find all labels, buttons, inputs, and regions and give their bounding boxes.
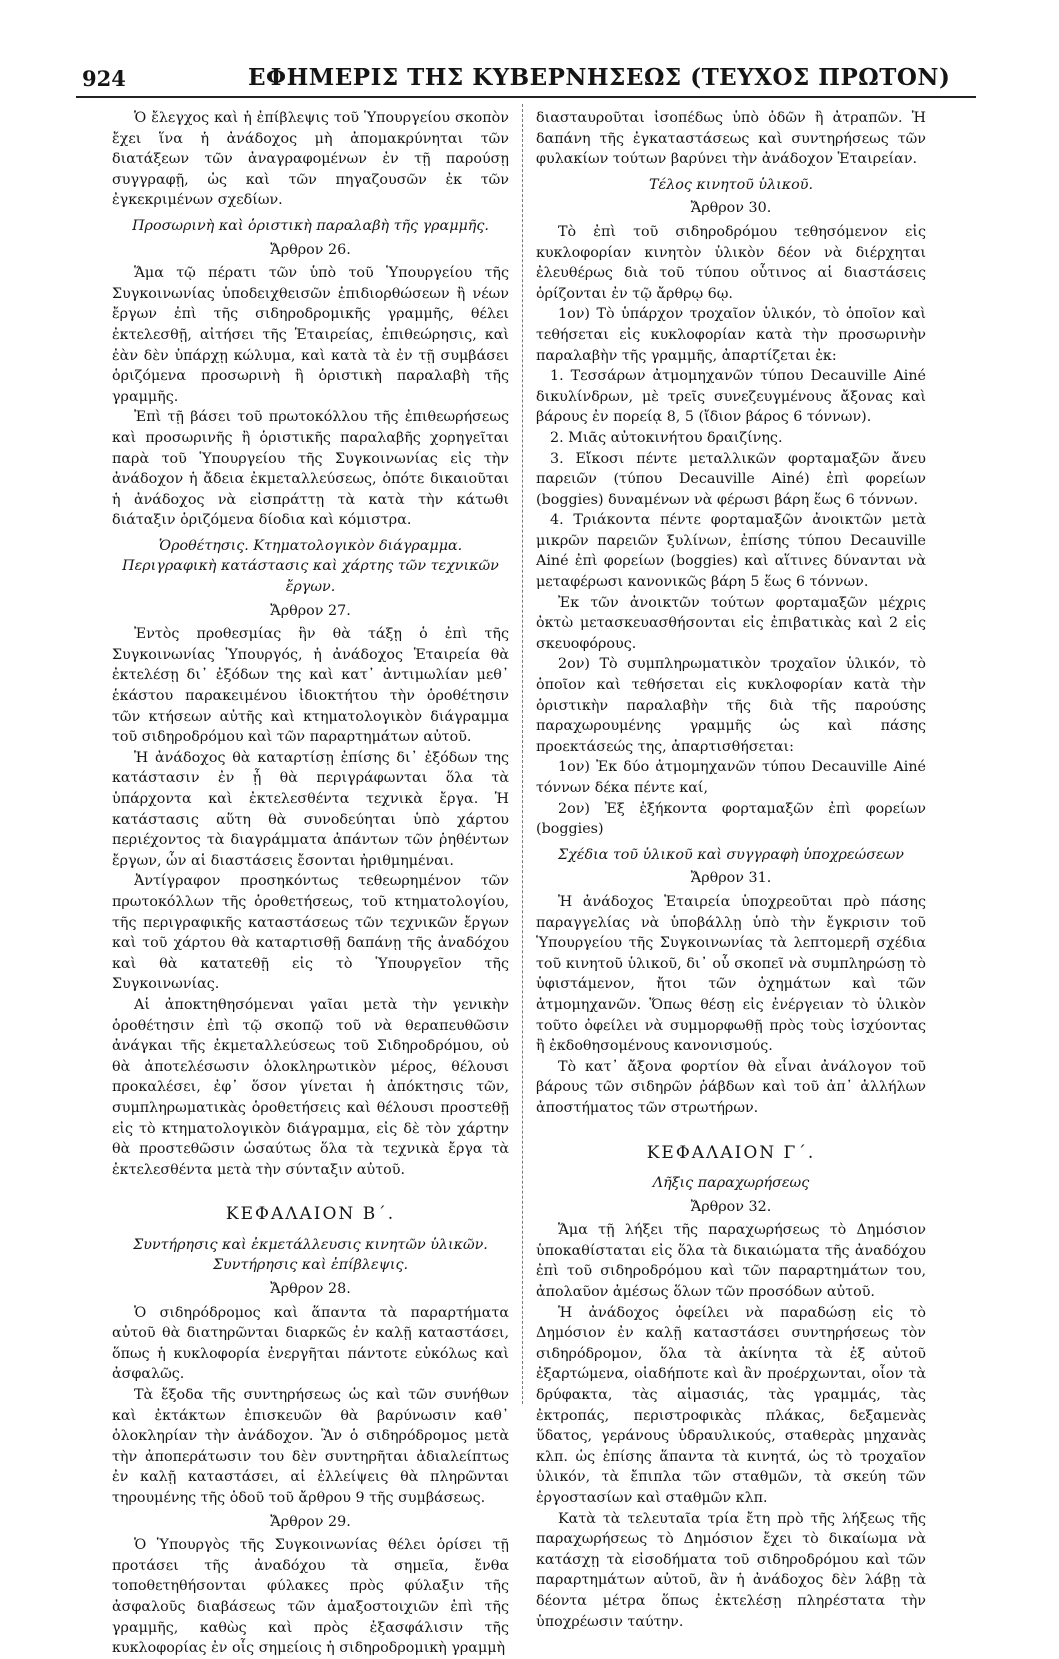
paragraph: Αἱ ἀποκτηθησόμεναι γαῖαι μετὰ τὴν γενικὴν ὁροθέτησιν ἐπὶ τῷ σκοπῷ τοῦ νὰ θεραπευθῶσιν ἀνάγκαι τῆς ἐκμεταλλεύσεως τοῦ Σιδηροδρόμου, οὐ θὰ ἀποτελέσωσιν ὁλοκληρωτικὸν μέρος, θέλουσι προκαλέσει, ἐφ᾽ ὅσον γίνεται ἡ ἀπόκτησις τῶν, συμπληρωματικὰς ὁροθετήσεις καὶ θέλουσι προστεθῇ εἰς τὸ κτηματολογικὸν διάγραμμα, εἰς δὲ τὸν χάρτην θὰ προστεθῶσιν ὡσαύτως ὅλα τὰ τεχνικὰ ἔργα τὰ ἐκτελεσθέντα μετὰ τὴν σύνταξιν αὐτοῦ. [112, 996, 509, 1178]
section-title: Ὁροθέτησις. Κτηματολογικὸν διάγραμμα. Περιγραφικὴ κατάστασις καὶ χάρτης τῶν τεχνικῶν ἔργων. [122, 537, 499, 596]
paragraph: 1ον) Τὸ ὑπάρχον τροχαῖον ὑλικόν, τὸ ὁποῖον καὶ τεθήσεται εἰς κυκλοφορίαν κατὰ τὴν προσωρινὴν παραλαβὴν τῆς γραμμῆς, ἀπαρτίζεται ἐκ: [536, 306, 926, 364]
paragraph: Ἡ ἀνάδοχος ὀφείλει νὰ παραδώσῃ εἰς τὸ Δημόσιον ἐν καλῇ καταστάσει συντηρήσεως τὸν σιδηρόδρομον, ὅλα τὰ ἀκίνητα τὰ ἐξ αὐτοῦ ἐξαρτώμενα, οἱαδήποτε καὶ ἂν προέρχωνται, οἷον τὰ δρύφακτα, τὰς αἱμασιάς, τὰς γραμμάς, τὰς ἐκτροπάς, περιστροφικὰς πλάκας, δεξαμενὰς ὕδατος, γεράνους ὑδραυλικούς, σταθερὰς μηχανὰς κλπ. ὡς ἐπίσης ἅπαντα τὰ κινητά, ὡς τὸ τροχαῖον ὑλικόν, τὰ ἔπιπλα τῶν σταθμῶν, τὰ σκεύη τῶν ἐργοστασίων καὶ σταθμῶν κλπ. [536, 1304, 926, 1506]
paragraph: Ἅμα τῷ πέρατι τῶν ὑπὸ τοῦ Ὑπουργείου τῆς Συγκοινωνίας ὑποδειχθεισῶν ἐπιδιορθώσεων ἢ νέων ἔργων ἐπὶ τῆς σιδηροδρομικῆς γραμμῆς, θέλει ἐκτελεσθῇ, αἰτήσει τῆς Ἑταιρείας, ἐπιθεώρησις, καὶ ἐὰν δὲν ὑπάρχῃ κώλυμα, καὶ κατὰ τὰ ἐν τῇ συμβάσει ὁριζόμενα προσωρινὴ ἢ ὁριστικὴ παραλαβὴ τῆς γραμμῆς. [112, 265, 509, 405]
article-heading: Ἄρθρον 29. [270, 1513, 351, 1530]
right-column [536, 108, 926, 1632]
paragraph: Κατὰ τὰ τελευταῖα τρία ἔτη πρὸ τῆς λήξεως τῆς παραχωρήσεως τὸ Δημόσιον ἔχει τὸ δικαίωμα νὰ κατάσχῃ τὰ εἰσοδήματα τοῦ σιδηροδρόμου καὶ τῶν παραρτημάτων αὐτοῦ, ἂν ἡ ἀνάδοχος δὲν λάβῃ τὰ δέοντα μέτρα ὅπως ἐκτελέσῃ πληρέστατα τὴν ὑποχρέωσιν ταύτην. [536, 1510, 926, 1630]
section-title: Συντήρησις καὶ ἐκμετάλλευσις κινητῶν ὑλικῶν. Συντήρησις καὶ ἐπίβλεψις. [133, 1236, 488, 1274]
paragraph: Ἡ ἀνάδοχος θὰ καταρτίσῃ ἐπίσης δι᾽ ἐξόδων της κατάστασιν ἐν ᾗ θὰ περιγράφωνται ὅλα τὰ ὑπάρχοντα καὶ ἐκτελεσθέντα τεχνικὰ ἔργα. Ἡ κατάστασις αὕτη θὰ συνοδεύηται ὑπὸ χάρτου περιέχοντος τὰ διαγράμματα ἁπάντων τῶν ῥηθέντων ἔργων, ὧν αἱ διαστάσεις ἔσονται ἠριθμημέναι. [112, 749, 509, 869]
paragraph: Ἐπὶ τῇ βάσει τοῦ πρωτοκόλλου τῆς ἐπιθεωρήσεως καὶ προσωρινῆς ἢ ὁριστικῆς παραλαβῆς χορηγεῖται παρὰ τοῦ Ὑπουργείου τῆς Συγκοινωνίας εἰς τὴν ἀνάδοχον ἡ ἄδεια ἐκμεταλλεύσεως, ὁπότε δικαιοῦται ἡ ἀνάδοχος νὰ εἰσπράττῃ τὰ κατὰ τὴν κάτωθι διάταξιν ὁριζόμενα δίοδια καὶ κόμιστρα. [112, 409, 509, 529]
chapter-heading: ΚΕΦΑΛΑΙΟΝ Γ΄. [646, 1142, 816, 1163]
paragraph: Τὸ κατ᾽ ἄξονα φορτίον θὰ εἶναι ἀνάλογον τοῦ βάρους τῶν σιδηρῶν ῥάβδων καὶ τοῦ ἀπ᾽ ἀλλήλων ἀποστήματος τῶν στρωτήρων. [536, 1058, 926, 1116]
header-rule [76, 96, 976, 98]
paragraph: 2ον) Τὸ συμπληρωματικὸν τροχαῖον ὑλικόν, τὸ ὁποῖον καὶ τεθήσεται εἰς κυκλοφορίαν κατὰ τὴν ὁριστικὴν παραλαβὴν τῆς διὰ τῆς παρούσης παραχωρουμένης γραμμῆς ὡς καὶ πάσης προεκτάσεώς της, ἀπαρτισθήσεται: [536, 656, 926, 755]
article-heading: Ἄρθρον 27. [270, 602, 351, 619]
paragraph: Ὁ Ὑπουργὸς τῆς Συγκοινωνίας θέλει ὁρίσει τῇ προτάσει τῆς ἀναδόχου τὰ σημεῖα, ἔνθα τοποθετηθήσονται φύλακες πρὸς φύλαξιν τῆς ἀσφαλοῦς διαβάσεως τῶν ἁμαξοστοιχιῶν ἐπὶ τῆς γραμμῆς, καθὼς καὶ πρὸς ἐξασφάλισιν τῆς κυκλοφορίας ἐν οἷς σημείοις ἡ σιδηροδρομικὴ γραμμὴ [112, 1537, 509, 1657]
article-heading: Ἄρθρον 30. [690, 200, 772, 217]
paragraph: Τὰ ἔξοδα τῆς συντηρήσεως ὡς καὶ τῶν συνήθων καὶ ἐκτάκτων ἐπισκευῶν θὰ βαρύνωσιν καθ᾽ ὁλοκληρίαν τὴν ἀνάδοχον. Ἂν ὁ σιδηρόδρομος μετὰ τὴν ἀποπεράτωσιν του δὲν συντηρῆται ἀδιαλείπτως ἐν καλῇ καταστάσει, αἱ ἐλλείψεις θὰ πληρῶνται τηρουμένης τῆς ὁδοῦ τοῦ ἄρθρου 9 τῆς συμβάσεως. [112, 1387, 509, 1506]
paragraph: Ὁ ἔλεγχος καὶ ἡ ἐπίβλεψις τοῦ Ὑπουργείου σκοπὸν ἔχει ἵνα ἡ ἀνάδοχος μὴ ἀπομακρύνηται τῶν διατάξεων τῶν ἀναγραφομένων ἐν τῇ παρούσῃ συγγραφῇ, ὡς καὶ τῶν πηγαζουσῶν ἐκ τῶν ἐγκεκριμένων σχεδίων. [112, 110, 509, 209]
list-item: 4. Τριάκοντα πέντε φορταμαξῶν ἀνοικτῶν μετὰ μικρῶν παρειῶν ξυλίνων, ἐπίσης τύπου Decauville Ainé ἐπὶ φορείων (boggies) καὶ αἵτινες δύνανται νὰ μεταφέρωσι κανονικῶς βάρη 5 ἕως 6 τόννων. [536, 512, 926, 591]
paragraph: Ἐκ τῶν ἀνοικτῶν τούτων φορταμαξῶν μέχρις ὀκτὼ μετασκευασθήσονται εἰς ἐπιβατικὰς καὶ 2 εἰς σκευοφόρους. [536, 594, 926, 652]
page-header [0, 58, 1059, 98]
paragraph: Ἅμα τῇ λήξει τῆς παραχωρήσεως τὸ Δημόσιον ὑποκαθίσταται εἰς ὅλα τὰ δικαιώματα τῆς ἀναδόχου ἐπὶ τοῦ σιδηροδρόμου καὶ τῶν παραρτημάτων του, ἀπολαῦον ἀμέσως ὅλων τῶν προσόδων αὐτοῦ. [536, 1222, 926, 1301]
paragraph: Ἀντίγραφον προσηκόντως τεθεωρημένον τῶν πρωτοκόλλων τῆς ὁροθετήσεως, τοῦ κτηματολογίου, τῆς περιγραφικῆς καταστάσεως τῶν τεχνικῶν ἔργων καὶ τοῦ χάρτου θὰ καταρτισθῇ δαπάνῃ τῆς ἀναδόχου καὶ θὰ κατατεθῇ εἰς τὸ Ὑπουργεῖον τῆς Συγκοινωνίας. [112, 873, 509, 993]
paragraph: Ὁ σιδηρόδρομος καὶ ἅπαντα τὰ παραρτήματα αὐτοῦ θὰ διατηρῶνται διαρκῶς ἐν καλῇ καταστάσει, ὅπως ἡ κυκλοφορία ἐνεργῆται πάντοτε εὐκόλως καὶ ἀσφαλῶς. [112, 1304, 509, 1383]
paragraph: διασταυροῦται ἰσοπέδως ὑπὸ ὁδῶν ἢ ἀτραπῶν. Ἡ δαπάνη τῆς ἐγκαταστάσεως καὶ συντηρήσεως τῶν φυλακίων τούτων βαρύνει τὴν ἀνάδοχον Ἑταιρείαν. [536, 110, 926, 168]
page-number: 924 [82, 66, 126, 91]
article-heading: Ἄρθρον 28. [270, 1281, 351, 1298]
section-title: Προσωρινὴ καὶ ὁριστικὴ παραλαβὴ τῆς γραμμῆς. [132, 217, 489, 234]
paragraph: Τὸ ἐπὶ τοῦ σιδηροδρόμου τεθησόμενον εἰς κυκλοφορίαν κινητὸν ὑλικὸν δέον νὰ διέρχηται ἐλευθέρως διὰ τοῦ τύπου οὗτινος αἱ διαστάσεις ὁρίζονται ἐν τῷ ἄρθρῳ 6ῳ. [536, 223, 926, 302]
article-heading: Ἄρθρον 31. [690, 870, 772, 887]
list-item: 1. Τεσσάρων ἀτμομηχανῶν τύπου Decauville Ainé δικυλίνδρων, μὲ τρεῖς συνεζευγμένους ἄξονας καὶ βάρους ἐν πορείᾳ 8, 5 (ἴδιον βάρος 6 τόννων). [536, 368, 926, 426]
column-divider [522, 104, 523, 1404]
left-column [112, 108, 509, 1659]
list-item: 2. Μιᾶς αὐτοκινήτου δραιζίνης. [550, 429, 783, 446]
section-title: Τέλος κινητοῦ ὑλικοῦ. [649, 176, 813, 193]
article-heading: Ἄρθρον 26. [270, 241, 351, 258]
paragraph: Ἡ ἀνάδοχος Ἑταιρεία ὑποχρεοῦται πρὸ πάσης παραγγελίας νὰ ὑποβάλλῃ ὑπὸ τὴν ἔγκρισιν τοῦ Ὑπουργείου τῆς Συγκοινωνίας τὰ λεπτομερῆ σχέδια τοῦ κινητοῦ ὑλικοῦ, δι᾽ οὗ σκοπεῖ νὰ συμπληρώσῃ τὸ ὑφιστάμενον, ἤτοι τῶν ὀχημάτων καὶ τῶν ἀτμομηχανῶν. Ὅπως θέσῃ εἰς ἐνέργειαν τὸ ὑλικὸν τοῦτο ὀφείλει νὰ συμμορφωθῇ πρὸς τοὺς ἰσχύοντας ἢ ἐκδοθησομένους κανονισμούς. [536, 893, 926, 1055]
section-title: Λῆξις παραχωρήσεως [652, 1175, 810, 1192]
paragraph: 2ον) Ἐξ ἑξήκοντα φορταμαξῶν ἐπὶ φορείων (boggies) [536, 800, 926, 838]
chapter-heading: ΚΕΦΑΛΑΙΟΝ Β΄. [225, 1204, 396, 1225]
article-heading: Ἄρθρον 32. [690, 1198, 772, 1215]
paragraph: Ἐντὸς προθεσμίας ἣν θὰ τάξῃ ὁ ἐπὶ τῆς Συγκοινωνίας Ὑπουργός, ἡ ἀνάδοχος Ἑταιρεία θὰ ἐκτελέσῃ δι᾽ ἐξόδων της καὶ κατ᾽ ἀντιμωλίαν μεθ᾽ ἑκάστου παρακειμένου ἰδιοκτήτου τὴν ὁροθέτησιν τῶν κτήσεων αὐτῆς καὶ κτηματολογικὸν διάγραμμα τοῦ σιδηροδρόμου καὶ τῶν παραρτημάτων αὐτοῦ. [112, 626, 509, 746]
section-title: Σχέδια τοῦ ὑλικοῦ καὶ συγγραφὴ ὑποχρεώσεων [558, 846, 904, 863]
list-item: 3. Εἴκοσι πέντε μεταλλικῶν φορταμαξῶν ἄνευ παρειῶν (τύπου Decauville Ainé) ἐπὶ φορείων (boggies) δυναμένων νὰ φέρωσι βάρη ἕως 6 τόννων. [536, 450, 926, 508]
paragraph: 1ον) Ἐκ δύο ἀτμομηχανῶν τύπου Decauville Ainé τόννων δέκα πέντε καί, [536, 759, 926, 796]
running-title: ΕΦΗΜΕΡΙΣ ΤΗΣ ΚΥΒΕΡΝΗΣΕΩΣ (ΤΕΥΧΟΣ ΠΡΩΤΟΝ) [248, 64, 951, 91]
